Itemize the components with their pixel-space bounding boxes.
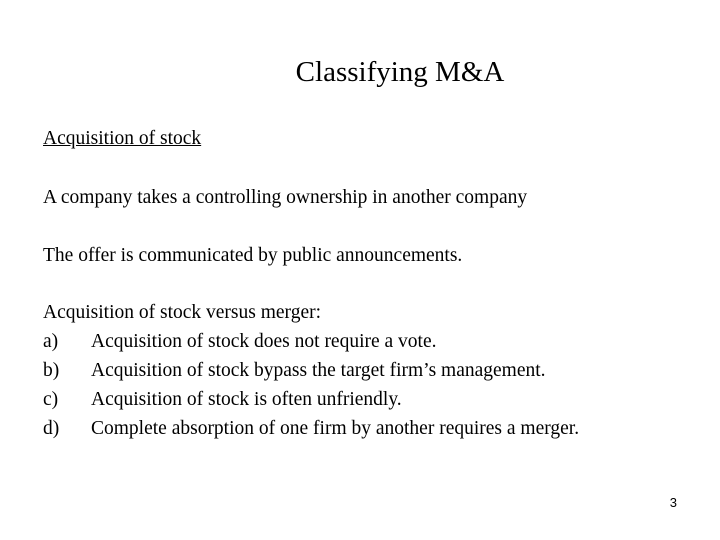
list-marker: b) <box>43 360 60 381</box>
list-item <box>43 327 683 356</box>
comparison-list <box>43 327 683 443</box>
slide-title: Classifying M&A <box>295 56 505 88</box>
list-item-text: Acquisition of stock does not require a vote. <box>91 331 437 352</box>
slide-body <box>43 125 683 443</box>
list-item <box>43 414 683 443</box>
list-marker: d) <box>43 418 60 439</box>
list-marker: a) <box>43 331 59 352</box>
list-intro: Acquisition of stock versus merger: <box>43 302 322 323</box>
list-item-text: Acquisition of stock is often unfriendly. <box>91 389 402 410</box>
list-marker: c) <box>43 389 59 410</box>
paragraph-ownership: A company takes a controlling ownership in another company <box>43 187 528 208</box>
list-item-text: Complete absorption of one firm by another requires a merger. <box>91 418 580 439</box>
list-item-text: Acquisition of stock bypass the target firm’s management. <box>91 360 546 381</box>
list-item <box>43 385 683 414</box>
list-item <box>43 356 683 385</box>
section-heading: Acquisition of stock <box>43 128 202 149</box>
paragraph-offer: The offer is communicated by public announcements. <box>43 245 463 266</box>
page-number: 3 <box>669 495 677 510</box>
